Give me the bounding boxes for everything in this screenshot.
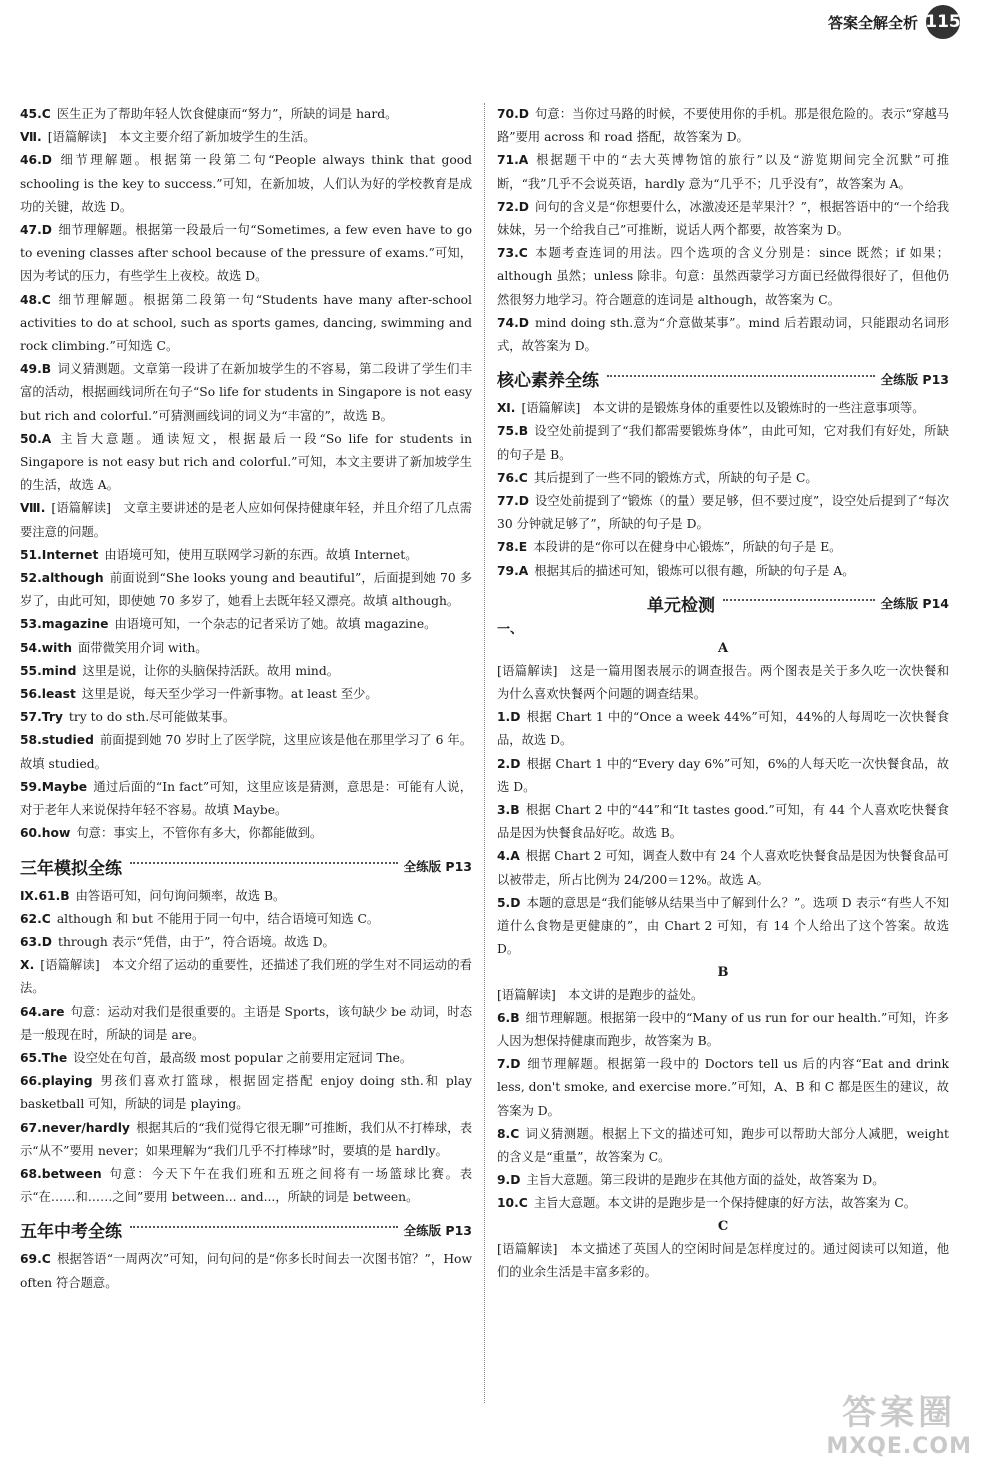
section-title: 单元检测 <box>647 595 715 616</box>
answer-entry <box>20 613 472 636</box>
answer-number: 54.with <box>20 640 72 655</box>
answer-entry <box>497 312 949 358</box>
dotted-leader <box>130 1226 398 1228</box>
answer-entry <box>20 289 472 359</box>
answer-text: 设空处在句首，最高级 most popular 之前要用定冠词 The。 <box>73 1050 413 1065</box>
answer-text: [语篇解读] 本文主要介绍了新加坡学生的生活。 <box>47 130 316 145</box>
watermark <box>826 1385 972 1459</box>
answer-number: 64.are <box>20 1004 65 1019</box>
answer-text: 本段讲的是“你可以在健身中心锻炼”，所缺的句子是 E。 <box>533 540 842 555</box>
passage-letter: B <box>717 964 729 980</box>
answer-entry <box>497 536 949 559</box>
answer-text: 根据 Chart 1 中的“Every day 6%”可知，6%的人每天吃一次快餐食品，故选 D。 <box>497 756 949 794</box>
answer-text: 主旨大意题。本文讲的是跑步是一个保持健康的好方法，故答案为 C。 <box>533 1196 917 1211</box>
answer-entry <box>497 799 949 845</box>
part-number: 一、 <box>497 621 524 637</box>
answer-number: 48.C <box>20 292 51 307</box>
answer-entry <box>20 885 472 908</box>
answer-number: 60.how <box>20 826 71 841</box>
answer-entry <box>20 683 472 706</box>
answer-entry <box>20 358 472 428</box>
answer-number: Ⅺ. <box>497 401 516 416</box>
answer-text: 词义猜测题。文章第一段讲了在新加坡学生的不容易，第二段讲了学生们丰富的活动，根据画线词所在句子“So life for students in Singapore is not easy but rich and colorful.”可猜测画线词的词义为“丰富的”，故选 B。 <box>20 362 472 423</box>
answer-text: 通过后面的“In fact”可知，这里应该是猜测，意思是：可能有人说，对于老年人来说保持年轻不容易。故填 Maybe。 <box>20 779 472 818</box>
answer-number: 62.C <box>20 911 51 926</box>
answer-text: 本题考查连词的用法。四个选项的含义分别是：since 既然；if 如果；although 虽然；unless 除非。句意：虽然西蒙学习方面已经做得很好了，但他仍然很努力地学习。符合题意的连词是 although，故答案为 C。 <box>497 246 949 307</box>
answer-text: 面带微笑用介词 with。 <box>78 640 208 655</box>
answer-text: 句意：今天下午在我们班和五班之间将有一场篮球比赛。表示“在……和……之间”要用 between... and...，所缺的词是 between。 <box>20 1166 472 1205</box>
answer-entry <box>497 1238 949 1284</box>
section-page-ref: 全练版 P13 <box>403 859 472 874</box>
answer-entry <box>497 1169 949 1192</box>
answer-number: 8.C <box>497 1126 520 1141</box>
answer-text: 细节理解题。根据第一段中的 Doctors tell us 后的内容“Eat and drink less, don't smoke, and exercise more.”可知，A、B 和 C 都是医生的建议，故答案为 D。 <box>497 1057 949 1118</box>
answer-entry <box>497 1053 949 1123</box>
answer-entry <box>20 660 472 683</box>
answer-text: 句意：运动对我们是很重要的。主语是 Sports，该句缺少 be 动词，时态是一般现在时，所缺的词是 are。 <box>20 1004 472 1042</box>
answer-text: 根据其后的“我们觉得它很无聊”可推断，我们从不打棒球，表示“从不”要用 never；如果理解为“我们几乎不打棒球”时，要填的是 hardly。 <box>20 1120 472 1158</box>
answer-text: 根据题干中的“去大英博物馆的旅行”以及“游览期间完全沉默”可推断，“我”几乎不会说英语，hardly 意为“几乎不；几乎没有”，故答案为 A。 <box>497 153 949 191</box>
section-header <box>20 854 472 879</box>
answer-number: 9.D <box>497 1173 521 1188</box>
answer-entry <box>20 103 472 126</box>
answer-text: 根据 Chart 1 中的“Once a week 44%”可知，44%的人每周吃一次快餐食品，故选 D。 <box>497 710 949 748</box>
answer-number: 2.D <box>497 756 521 771</box>
answer-entry <box>20 567 472 613</box>
answer-number: 77.D <box>497 494 529 509</box>
answer-entry <box>20 908 472 931</box>
answer-number: 76.C <box>497 470 528 485</box>
answer-entry <box>20 497 472 543</box>
left-column <box>20 103 472 1295</box>
answer-text: through 表示“凭借，由于”，符合语境。故选 D。 <box>58 934 335 949</box>
answer-entry <box>497 1007 949 1053</box>
answer-entry <box>20 219 472 289</box>
answer-number: 57.Try <box>20 710 63 725</box>
answer-text: [语篇解读] 文章主要讲述的是老人应如何保持健康年轻，并且介绍了几点需要注意的问题。 <box>20 501 472 539</box>
answer-number: 75.B <box>497 424 529 439</box>
answer-entry <box>497 706 949 752</box>
passage-letter: C <box>717 1218 729 1234</box>
answer-number: Ⅶ. <box>20 130 42 145</box>
section-header <box>497 591 949 616</box>
answer-number: 68.between <box>20 1166 102 1181</box>
watermark-url: MXQE.COM <box>826 1434 972 1459</box>
answer-entry <box>20 1117 472 1163</box>
answer-entry <box>20 637 472 660</box>
section-header <box>20 1217 472 1242</box>
answer-number: 56.least <box>20 687 76 702</box>
answer-number: 59.Maybe <box>20 779 88 794</box>
answer-entry <box>497 892 949 962</box>
header-title: 答案全解全析 <box>827 13 918 32</box>
answer-number: 7.D <box>497 1057 521 1072</box>
section-title: 五年中考全练 <box>20 1222 122 1243</box>
answer-number: 70.D <box>497 107 529 121</box>
page-number: 115 <box>926 5 960 39</box>
section-page-ref: 全练版 P14 <box>880 596 949 612</box>
answer-text: 根据 Chart 2 中的“44”和“It tastes good.”可知，有 44 个人喜欢吃快餐食品是因为快餐食品好吃。故选 B。 <box>497 803 949 841</box>
answer-text: 细节理解题。根据第一段中的“Many of us run for our health.”可知，许多人因为想保持健康而跑步，故答案为 B。 <box>497 1010 949 1048</box>
answer-entry <box>20 776 472 822</box>
answer-entry <box>497 467 949 490</box>
answer-text: 根据其后的描述可知，锻炼可以很有趣，所缺的句子是 A。 <box>534 563 855 578</box>
answer-text: 由答语可知，问句询问频率，故选 B。 <box>75 888 286 903</box>
answer-entry <box>497 420 949 466</box>
answer-entry <box>20 1001 472 1047</box>
answer-number: 58.studied <box>20 733 94 748</box>
answer-number: 65.The <box>20 1050 68 1065</box>
answer-text: 细节理解题。根据第二段第一句“Students have many after-school activities to do at school, such as sports games, dancing, swimming and rock climbing.”可知选 C。 <box>20 292 472 354</box>
answer-number: 72.D <box>497 199 529 214</box>
answer-entry <box>20 428 472 498</box>
answer-number: 55.mind <box>20 663 77 678</box>
column-divider <box>484 103 486 1403</box>
answer-text: 细节理解题。根据第一段最后一句“Sometimes, a few even have to go to evening classes after school because of the pressure of exams.”可知，因为考试的压力，有些学生上夜校。故选 D。 <box>20 223 472 284</box>
answer-number: 66.playing <box>20 1074 93 1089</box>
answer-number: 63.D <box>20 934 52 949</box>
answer-text: 词义猜测题。根据上下文的描述可知，跑步可以帮助大部分人减肥，weight 的含义是“重量”，故答案为 C。 <box>497 1126 949 1164</box>
answer-text: although 和 but 不能用于同一句中，结合语境可知选 C。 <box>56 911 380 926</box>
answer-number: 5.D <box>497 895 521 910</box>
answer-text: 设空处前提到了“我们都需要锻炼身体”，由此可知，它对我们有好处，所缺的句子是 B。 <box>497 424 949 462</box>
answer-number: 45.C <box>20 107 51 121</box>
answer-number: Ⅹ. <box>20 958 35 973</box>
dotted-leader <box>723 599 875 601</box>
answer-number: 10.C <box>497 1196 528 1211</box>
answer-text: 句意：当你过马路的时候，不要使用你的手机。那是很危险的。表示“穿越马路”要用 across 和 road 搭配，故答案为 D。 <box>497 107 949 145</box>
answer-entry <box>497 560 949 583</box>
answer-number: 49.B <box>20 362 52 377</box>
section-title: 三年模拟全练 <box>20 858 122 879</box>
answer-text: 根据 Chart 2 可知，调查人数中有 24 个人喜欢吃快餐食品是因为快餐食品可以被带走，所占比例为 24/200＝12%。故选 A。 <box>497 849 949 887</box>
right-column <box>497 103 949 1284</box>
dotted-leader <box>130 862 398 864</box>
answer-entry <box>497 397 949 420</box>
dotted-leader <box>607 375 875 377</box>
answer-text: [语篇解读] 本文讲的是锻炼身体的重要性以及锻炼时的一些注意事项等。 <box>521 401 925 416</box>
answer-text: try to do sth.尽可能做某事。 <box>68 710 236 725</box>
answer-entry <box>20 706 472 729</box>
answer-text: 其后提到了一些不同的锻炼方式，所缺的句子是 C。 <box>533 470 818 485</box>
answer-text: 医生正为了帮助年轻人饮食健康而“努力”，所缺的词是 hard。 <box>56 107 398 121</box>
answer-text: 由语境可知，一个杂志的记者采访了她。故填 magazine。 <box>114 617 437 632</box>
answer-text: 设空处前提到了“锻炼（的量）要足够，但不要过度”，设空处后提到了“每次 30 分钟就足够了”，所缺的句子是 D。 <box>497 494 949 532</box>
answer-text: mind doing sth.意为“介意做某事”。mind 后若跟动词，只能跟动名词形式，故答案为 D。 <box>497 315 949 354</box>
section-title: 核心素养全练 <box>497 371 599 392</box>
answer-number: 46.D <box>20 153 52 168</box>
answer-number: 67.never/hardly <box>20 1120 130 1135</box>
answer-number: 79.A <box>497 563 529 578</box>
answer-entry <box>20 729 472 775</box>
answer-entry <box>497 196 949 242</box>
answer-entry <box>20 126 472 149</box>
answer-entry <box>497 490 949 536</box>
answer-entry <box>497 984 949 1007</box>
answer-entry <box>497 149 949 195</box>
answer-number: 6.B <box>497 1010 520 1025</box>
answer-number: 47.D <box>20 223 52 238</box>
answer-number: 71.A <box>497 153 529 168</box>
section-header <box>497 366 949 391</box>
answer-number: 73.C <box>497 246 528 261</box>
section-page-ref: 全练版 P13 <box>880 371 949 387</box>
answer-entry <box>20 1163 472 1209</box>
answer-entry <box>497 660 949 706</box>
answer-text: 主旨大意题。第三段讲的是跑步在其他方面的益处，故答案为 D。 <box>526 1173 885 1188</box>
answer-text: 句意：事实上，不管你有多大，你都能做到。 <box>76 826 323 841</box>
answer-entry <box>20 931 472 954</box>
answer-entry <box>497 1192 949 1215</box>
answer-text: 前面说到“She looks young and beautiful”，后面提到她 70 多岁了，由此可知，即使她 70 多岁了，她看上去既年轻又漂亮。故填 although。 <box>20 571 472 609</box>
answer-text: [语篇解读] 本文介绍了运动的重要性，还描述了我们班的学生对不同运动的看法。 <box>20 958 472 996</box>
answer-entry <box>20 1248 472 1294</box>
answer-text: 前面提到她 70 岁时上了医学院，这里应该是他在那里学习了 6 年。故填 studied。 <box>20 733 472 771</box>
answer-number: 74.D <box>497 315 529 330</box>
section-page-ref: 全练版 P13 <box>403 1222 472 1238</box>
answer-text: 这里是说，每天至少学习一件新事物。at least 至少。 <box>81 687 378 702</box>
answer-text: 由语境可知，使用互联网学习新的东西。故填 Internet。 <box>104 547 418 562</box>
answer-entry <box>20 954 472 1000</box>
answer-text: 细节理解题。根据第一段第二句“People always think that good schooling is the key to success.”可知，在新加坡，人们认为好的学校教育是成功的关键，故选 D。 <box>20 153 472 214</box>
answer-text: 根据答语“一周两次”可知，问句问的是“你多长时间去一次图书馆？”，How often 符合题意。 <box>20 1252 472 1290</box>
answer-number: 3.B <box>497 803 520 818</box>
answer-entry <box>497 753 949 799</box>
answer-text: 这里是说，让你的头脑保持活跃。故用 mind。 <box>82 663 340 678</box>
answer-entry <box>20 149 472 219</box>
answer-number: 53.magazine <box>20 617 109 632</box>
answer-text: [语篇解读] 本文讲的是跑步的益处。 <box>497 987 704 1002</box>
answer-number: 50.A <box>20 431 52 446</box>
passage-letter: A <box>717 640 729 656</box>
answer-number: 1.D <box>497 710 521 725</box>
answer-entry <box>497 103 949 149</box>
answer-number: 52.although <box>20 571 104 586</box>
answer-entry <box>20 1070 472 1116</box>
watermark-text: 答案圈 <box>842 1393 957 1433</box>
answer-entry <box>20 1047 472 1070</box>
answer-number: 4.A <box>497 849 520 864</box>
answer-entry <box>497 845 949 891</box>
answer-text: [语篇解读] 本文描述了英国人的空闲时间是怎样度过的。通过阅读可以知道，他们的业余生活是丰富多彩的。 <box>497 1241 949 1279</box>
answer-text: [语篇解读] 这是一篇用图表展示的调查报告。两个图表是关于多久吃一次快餐和为什么喜欢快餐两个问题的调查结果。 <box>497 663 949 702</box>
answer-text: 本题的意思是“我们能够从结果当中了解到什么？”。选项 D 表示“有些人不知道什么食物是更健康的”，由 Chart 2 可知，有 14 个人给出了这个答案。故选 D。 <box>497 895 949 957</box>
answer-number: 51.Internet <box>20 547 99 562</box>
answer-entry <box>20 544 472 567</box>
answer-entry <box>497 242 949 312</box>
page-header <box>828 0 960 44</box>
answer-text: 男孩们喜欢打篮球，根据固定搭配 enjoy doing sth.和 play basketball 可知，所缺的词是 playing。 <box>20 1074 472 1112</box>
answer-text: 问句的含义是“你想要什么，冰激凌还是苹果汁？”，根据答语中的“一个给我妹妹，另一个给我自己”可推断，说话人两个都要，故答案为 D。 <box>497 199 949 238</box>
answer-text: 主旨大意题。通读短文，根据最后一段“So life for students in Singapore is not easy but rich and colorful.”可知，本文主要讲了新加坡学生的生活，故选 A。 <box>20 431 472 493</box>
answer-number: Ⅸ.61.B <box>20 888 70 903</box>
answer-number: 69.C <box>20 1252 51 1267</box>
answer-number: Ⅷ. <box>20 501 46 516</box>
answer-number: 78.E <box>497 540 528 555</box>
answer-entry <box>497 1123 949 1169</box>
answer-entry <box>20 822 472 845</box>
